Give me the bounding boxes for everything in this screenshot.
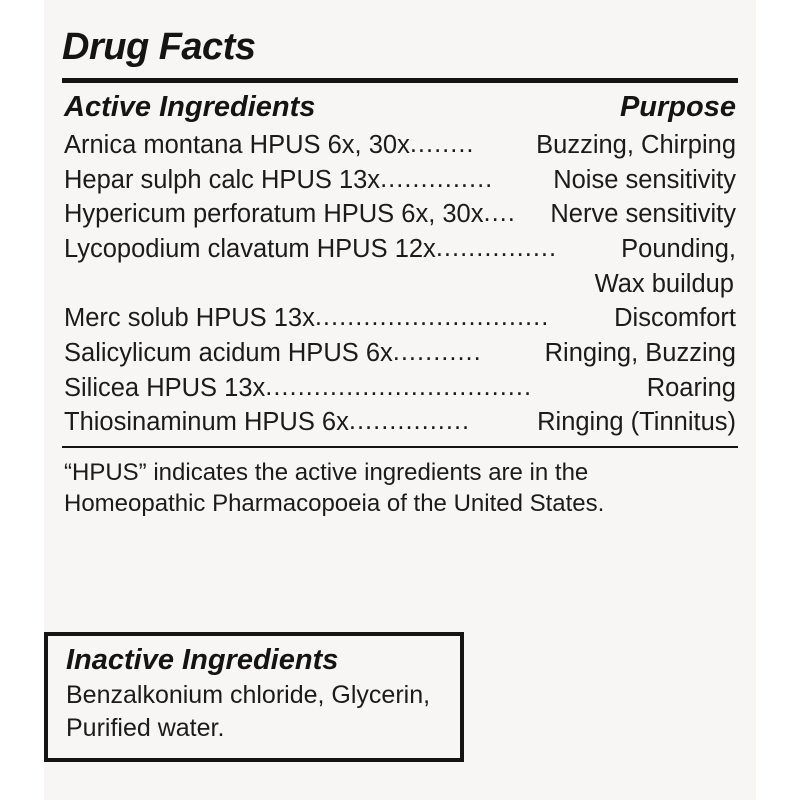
column-header-active-ingredients: Active Ingredients bbox=[64, 90, 316, 123]
ingredient-name: Arnica montana HPUS 6x, 30x bbox=[64, 130, 410, 159]
ingredient-name: Hypericum perforatum HPUS 6x, 30x bbox=[64, 200, 484, 229]
ingredient-row bbox=[64, 405, 736, 440]
ingredient-row bbox=[64, 163, 736, 198]
ingredient-name: Salicylicum acidum HPUS 6x bbox=[64, 338, 393, 367]
leader-dots: ................................. bbox=[265, 372, 533, 401]
leader-dots: .... bbox=[483, 199, 516, 228]
ingredient-purpose: Roaring bbox=[646, 373, 736, 402]
ingredient-name: Thiosinaminum HPUS 6x bbox=[64, 408, 349, 437]
ingredient-name: Lycopodium clavatum HPUS 12x bbox=[64, 234, 436, 263]
inactive-ingredients-section bbox=[44, 632, 464, 762]
ingredient-row bbox=[64, 301, 736, 336]
ingredient-purpose: Nerve sensitivity bbox=[550, 200, 736, 229]
ingredient-purpose: Noise sensitivity bbox=[553, 165, 736, 194]
ingredient-purpose: Ringing (Tinnitus) bbox=[537, 408, 736, 437]
inactive-ingredients-text: Benzalkonium chloride, Glycerin, Purified water. bbox=[66, 681, 431, 742]
ingredient-purpose: Ringing, Buzzing bbox=[544, 338, 736, 367]
hpus-note: “HPUS” indicates the active ingredients are in the Homeopathic Pharmacopoeia of the United States. bbox=[64, 458, 605, 517]
active-ingredients-list bbox=[44, 126, 756, 446]
page-title: Drug Facts bbox=[62, 26, 256, 68]
ingredient-row bbox=[64, 197, 736, 232]
leader-dots: ............... bbox=[348, 407, 471, 436]
leader-dots: .............. bbox=[380, 164, 494, 193]
ingredient-name: Merc solub HPUS 13x bbox=[64, 304, 315, 333]
drug-facts-label bbox=[44, 0, 756, 800]
ingredient-purpose: Discomfort bbox=[614, 304, 736, 333]
ingredient-row bbox=[64, 232, 736, 267]
ingredient-row bbox=[64, 336, 736, 371]
ingredient-purpose: Buzzing, Chirping bbox=[536, 130, 736, 159]
ingredient-row bbox=[64, 128, 736, 163]
ingredient-name: Hepar sulph calc HPUS 13x bbox=[64, 165, 381, 194]
ingredient-name: Silicea HPUS 13x bbox=[64, 373, 266, 402]
leader-dots: ........ bbox=[409, 129, 475, 158]
column-headers bbox=[44, 83, 756, 126]
leader-dots: ........... bbox=[392, 337, 482, 366]
column-header-purpose: Purpose bbox=[619, 90, 736, 123]
ingredient-purpose: Pounding, bbox=[621, 234, 736, 263]
ingredient-row bbox=[64, 371, 736, 406]
leader-dots: ............... bbox=[435, 233, 558, 262]
ingredient-purpose-continuation: Wax buildup bbox=[594, 269, 734, 298]
inactive-ingredients-title: Inactive Ingredients bbox=[66, 644, 339, 676]
leader-dots: ............................. bbox=[314, 303, 550, 332]
